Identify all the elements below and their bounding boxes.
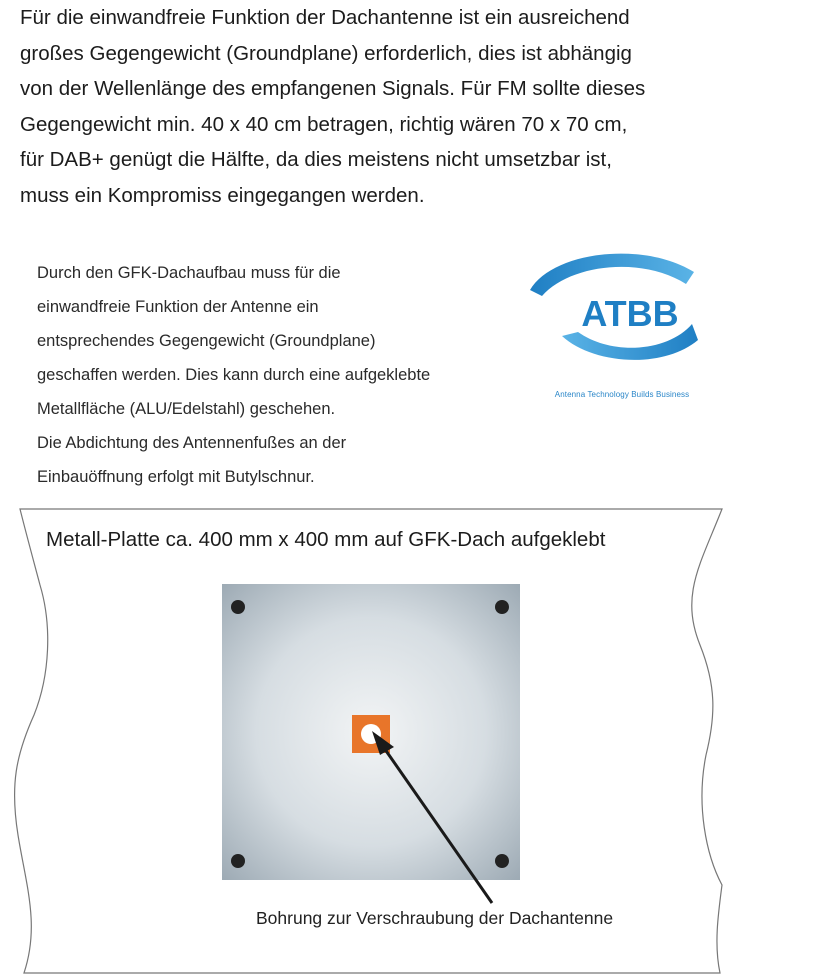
intro-line: Für die einwandfreie Funktion der Dachantenne ist ein ausreichend bbox=[20, 6, 630, 29]
intro-line: für DAB+ genügt die Hälfte, da dies meistens nicht umsetzbar ist, bbox=[20, 148, 612, 171]
description-line: Durch den GFK-Dachaufbau muss für die bbox=[37, 264, 341, 282]
intro-line: muss ein Kompromiss eingegangen werden. bbox=[20, 183, 425, 207]
screw-hole-top-left bbox=[231, 600, 245, 614]
screw-hole-top-right bbox=[495, 600, 509, 614]
intro-line: großes Gegengewicht (Groundplane) erforderlich, dies ist abhängig bbox=[20, 41, 632, 65]
intro-line: Gegengewicht min. 40 x 40 cm betragen, richtig wären 70 x 70 cm, bbox=[20, 112, 628, 136]
screw-hole-bottom-left bbox=[231, 854, 245, 868]
logo-wordmark: ATBB bbox=[581, 293, 679, 334]
screw-hole-bottom-right bbox=[495, 854, 509, 868]
intro-line: von der Wellenlänge des empfangenen Signals. Für FM sollte dieses bbox=[20, 77, 646, 100]
atbb-logo-graphic bbox=[522, 244, 722, 394]
description-line: Metallfläche (ALU/Edelstahl) geschehen. bbox=[37, 400, 336, 418]
description-line: Einbauöffnung erfolgt mit Butylschnur. bbox=[37, 468, 315, 486]
atbb-logo bbox=[522, 244, 722, 414]
description-line: geschaffen werden. Dies kann durch eine aufgeklebte bbox=[37, 366, 431, 384]
intro-paragraph bbox=[20, 0, 810, 213]
description-line: Die Abdichtung des Antennenfußes an der bbox=[37, 434, 347, 452]
logo-tagline: Antenna Technology Builds Business bbox=[554, 390, 690, 399]
groundplane-description bbox=[37, 256, 557, 494]
diagram-title: Metall-Platte ca. 400 mm x 400 mm auf GFK-Dach aufgeklebt bbox=[46, 528, 606, 551]
bore-label: Bohrung zur Verschraubung der Dachantenne bbox=[256, 908, 614, 928]
description-line: einwandfreie Funktion der Antenne ein bbox=[37, 298, 319, 316]
logo-upper-swoosh bbox=[530, 254, 694, 296]
description-line: entsprechendes Gegengewicht (Groundplane) bbox=[37, 332, 376, 350]
